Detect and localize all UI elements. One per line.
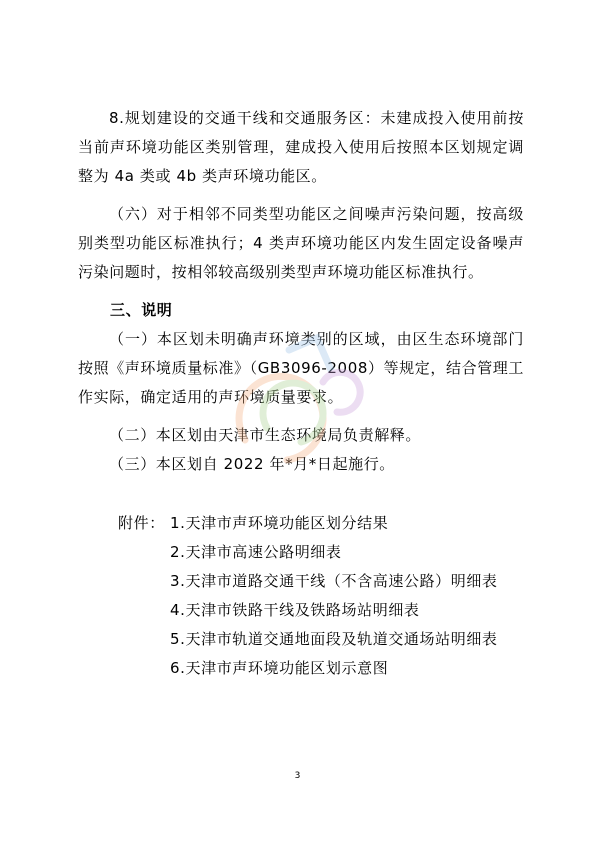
section-heading: 三、说明 [110, 301, 173, 319]
attachment-item: 5.天津市轨道交通地面段及轨道交通场站明细表 [170, 630, 498, 648]
paragraph-effective-date: （三）本区划自 2022 年*月*日起施行。 [109, 455, 395, 473]
attachment-item: 6.天津市声环境功能区划示意图 [170, 659, 389, 677]
paragraph-unspecified-areas: （一）本区划未明确声环境类别的区域，由区生态环境部门按照《声环境质量标准》（GB3096-2008）等规定，结合管理工作实际，确定适用的声环境质量要求。 [78, 330, 524, 406]
attachment-item: 2.天津市高速公路明细表 [170, 543, 342, 561]
attachment-item: 4.天津市铁路干线及铁路场站明细表 [170, 601, 420, 619]
attachment-item: 3.天津市道路交通干线（不含高速公路）明细表 [170, 572, 498, 590]
attachment-item: 1.天津市声环境功能区划分结果 [170, 514, 389, 532]
attachments-list [170, 509, 498, 683]
page-number: 3 [294, 771, 301, 781]
paragraph-adjacent-zones: （六）对于相邻不同类型功能区之间噪声污染问题，按高级别类型功能区标准执行；4 类声环境功能区内发生固定设备噪声污染问题时，按相邻较高级别类型声环境功能区标准执行。 [78, 205, 524, 281]
paragraph-traffic-trunk: 8.规划建设的交通干线和交通服务区：未建成投入使用前按当前声环境功能区类别管理，建成投入使用后按照本区划规定调整为 4a 类或 4b 类声环境功能区。 [78, 109, 524, 185]
paragraph-interpretation: （二）本区划由天津市生态环境局负责解释。 [109, 426, 422, 444]
attachments-label: 附件： [118, 514, 165, 532]
